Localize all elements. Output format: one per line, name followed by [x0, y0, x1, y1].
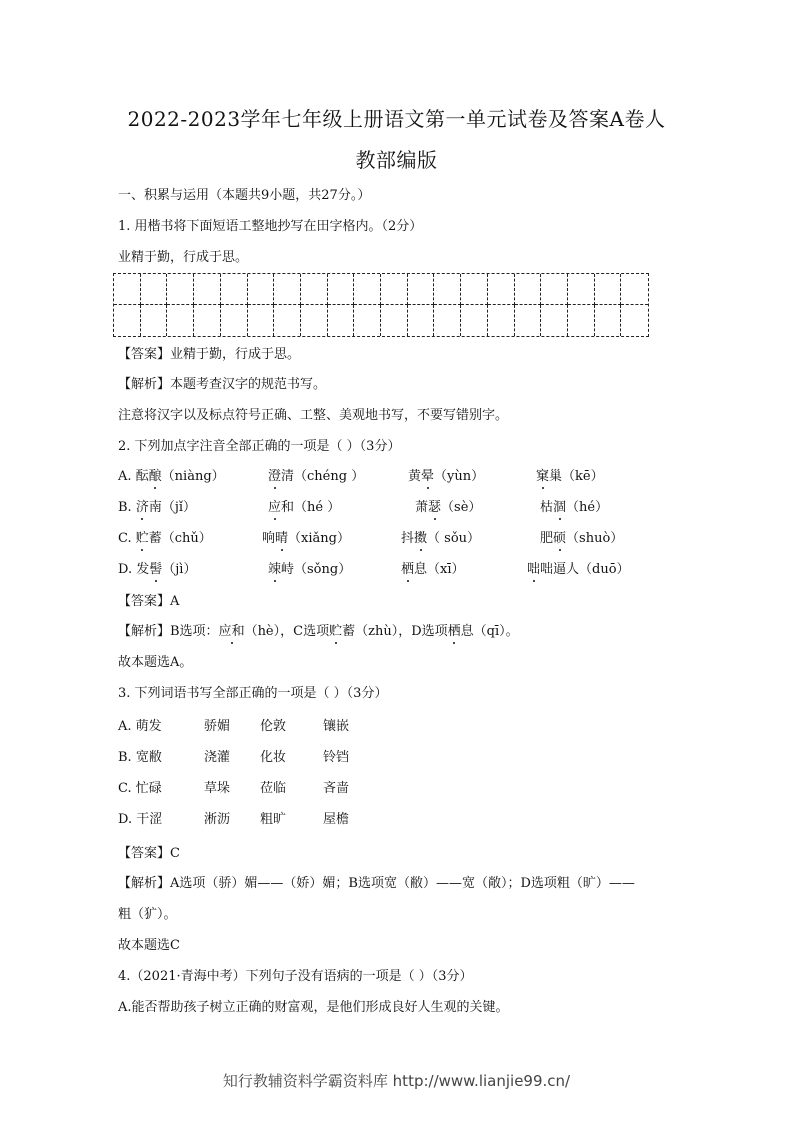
pinyin: （xiǎng）	[288, 531, 350, 546]
grid-cell	[541, 305, 568, 336]
grid-cell	[328, 305, 355, 336]
footer-watermark: 知行教辅资料学霸资料库 http://www.lianjie99.cn/	[222, 1072, 571, 1090]
pinyin: （niàng）	[161, 469, 225, 484]
tianzige-grid	[113, 273, 649, 337]
grid-cell	[301, 274, 328, 305]
grid-cell	[408, 274, 435, 305]
grid-cell	[595, 274, 622, 305]
grid-cell	[221, 305, 248, 336]
grid-cell	[328, 274, 355, 305]
option-text: 蓄（chǔ）	[148, 531, 212, 546]
grid-cell	[248, 305, 275, 336]
grid-cell	[248, 274, 275, 305]
q3-option-label: B. 宽敝	[118, 750, 162, 765]
pinyin: （yùn）	[434, 469, 485, 484]
option-text: 和（hé ）	[281, 500, 341, 515]
dotted-char: 济	[135, 500, 149, 515]
grid-cell	[461, 274, 488, 305]
dotted-char: 贮	[135, 531, 149, 546]
q3-option-word: 铃铛	[323, 750, 350, 765]
grid-cell	[568, 305, 595, 336]
grid-cell	[541, 274, 568, 305]
q3-stem: 3. 下列词语书写全部正确的一项是（ ）（3分）	[118, 686, 388, 701]
grid-cell	[381, 305, 408, 336]
q1-stem: 1. 用楷书将下面短语工整地抄写在田字格内。（2分）	[118, 219, 423, 234]
q3-option-word: 屋檐	[323, 812, 350, 827]
option-text: 南（jǐ）	[148, 500, 197, 515]
q3-option-label: A. 萌发	[118, 719, 162, 734]
q3-option-label: C. 忙碌	[118, 781, 162, 796]
grid-cell	[194, 305, 221, 336]
grid-cell	[434, 274, 461, 305]
q3-option-word: 吝啬	[323, 781, 350, 796]
dotted-char: 髻	[149, 562, 163, 577]
grid-cell	[301, 305, 328, 336]
grid-cell	[114, 305, 141, 336]
q1-analysis: 【解析】本题考查汉字的规范书写。	[118, 377, 327, 392]
option-text: 峙（sǒng）	[281, 562, 352, 577]
dotted-char: 竦	[268, 562, 282, 577]
q3-option-word: 骄媚	[204, 719, 231, 734]
q3-option-word: 伦敦	[260, 719, 287, 734]
option-text: B.	[118, 500, 136, 515]
option-text: 响	[262, 531, 276, 546]
grid-cell	[141, 274, 168, 305]
grid-cell	[488, 305, 515, 336]
q4-option-a: A.能否帮助孩子树立正确的财富观，是他们形成良好人生观的关键。	[118, 1000, 509, 1015]
option-text: 黄	[408, 469, 422, 484]
dotted-char: 晴	[275, 531, 289, 546]
option-text: A. 酝	[118, 469, 149, 484]
q3-option-word: 草垛	[204, 781, 231, 796]
q2-stem: 2. 下列加点字注音全部正确的一项是（ ）（3分）	[118, 439, 401, 454]
grid-cell	[488, 274, 515, 305]
grid-cell	[194, 274, 221, 305]
q3-analysis-2: 粗（犷）。	[118, 907, 177, 922]
q4-stem: 4.（2021·青海中考）下列句子没有语病的一项是（ ）（3分）	[118, 969, 473, 984]
option-text: 萧	[415, 500, 429, 515]
grid-cell	[274, 305, 301, 336]
option-text: 枯	[540, 500, 554, 515]
grid-cell	[515, 305, 542, 336]
grid-cell	[114, 274, 141, 305]
dotted-char: 瑟	[428, 500, 442, 515]
pinyin: （hé）	[566, 500, 609, 515]
q2-analysis: 【解析】B选项：应和（hè），C选项贮蓄（zhù），D选项栖息（qī）。	[118, 624, 519, 639]
q1-answer: 【答案】业精于勤，行成于思。	[118, 347, 301, 362]
dotted-char: 栖	[401, 562, 415, 577]
dotted-char: 酿	[148, 469, 162, 484]
grid-cell	[595, 305, 622, 336]
pinyin: （ sǒu）	[427, 531, 481, 546]
grid-cell	[221, 274, 248, 305]
grid-cell	[461, 305, 488, 336]
grid-cell	[621, 305, 648, 336]
dotted-char: 窠	[536, 469, 550, 484]
dotted-char: 涸	[553, 500, 567, 515]
grid-cell	[354, 305, 381, 336]
page-title-line-2: 教部编版	[355, 148, 438, 172]
q2-answer: 【答案】A	[118, 594, 180, 609]
q3-option-word: 浇灌	[204, 750, 231, 765]
grid-cell	[381, 274, 408, 305]
q3-conclusion: 故本题选C	[118, 938, 180, 953]
pinyin: （sè）	[441, 500, 482, 515]
pinyin: （shuò）	[566, 531, 624, 546]
pinyin: （jì）	[162, 562, 197, 577]
section-heading: 一、积累与运用（本题共9小题，共27分。）	[118, 188, 371, 203]
dotted-char: 澄	[268, 469, 282, 484]
q3-option-word: 粗旷	[260, 812, 287, 827]
q3-analysis-1: 【解析】A选项（骄）媚——（娇）媚；B选项宽（敝）——宽（敞）；D选项粗（旷）——	[118, 876, 635, 891]
option-text: 巢（kē）	[549, 469, 604, 484]
option-text: D. 发	[118, 562, 150, 577]
q3-option-label: D. 干涩	[118, 812, 163, 827]
q3-answer: 【答案】C	[118, 846, 180, 861]
q3-option-word: 化妆	[260, 750, 287, 765]
dotted-char: 应	[268, 500, 282, 515]
option-text: 咄逼人（duō）	[540, 562, 630, 577]
option-text: 肥	[540, 531, 554, 546]
q3-option-word: 淅沥	[204, 812, 231, 827]
grid-cell	[515, 274, 542, 305]
page-title-line-1: 2022-2023学年七年级上册语文第一单元试卷及答案A卷人	[127, 107, 666, 131]
option-text: 抖	[401, 531, 415, 546]
grid-cell	[408, 305, 435, 336]
grid-cell	[274, 274, 301, 305]
q3-option-word: 镶嵌	[323, 719, 350, 734]
grid-cell	[167, 305, 194, 336]
dotted-char: 晕	[421, 469, 435, 484]
q2-conclusion: 故本题选A。	[118, 655, 193, 670]
option-text: C.	[118, 531, 136, 546]
grid-cell	[354, 274, 381, 305]
grid-cell	[141, 305, 168, 336]
q1-text: 业精于勤，行成于思。	[118, 250, 249, 265]
grid-cell	[434, 305, 461, 336]
q3-option-word: 莅临	[260, 781, 287, 796]
dotted-char: 擞	[414, 531, 428, 546]
dotted-char: 咄	[527, 562, 541, 577]
option-text: 息（xī）	[414, 562, 465, 577]
grid-cell	[621, 274, 648, 305]
option-text: 清（chéng ）	[281, 469, 365, 484]
dotted-char: 硕	[553, 531, 567, 546]
grid-cell	[167, 274, 194, 305]
grid-cell	[568, 274, 595, 305]
q1-note: 注意将汉字以及标点符号正确、工整、美观地书写，不要写错别字。	[118, 408, 509, 423]
